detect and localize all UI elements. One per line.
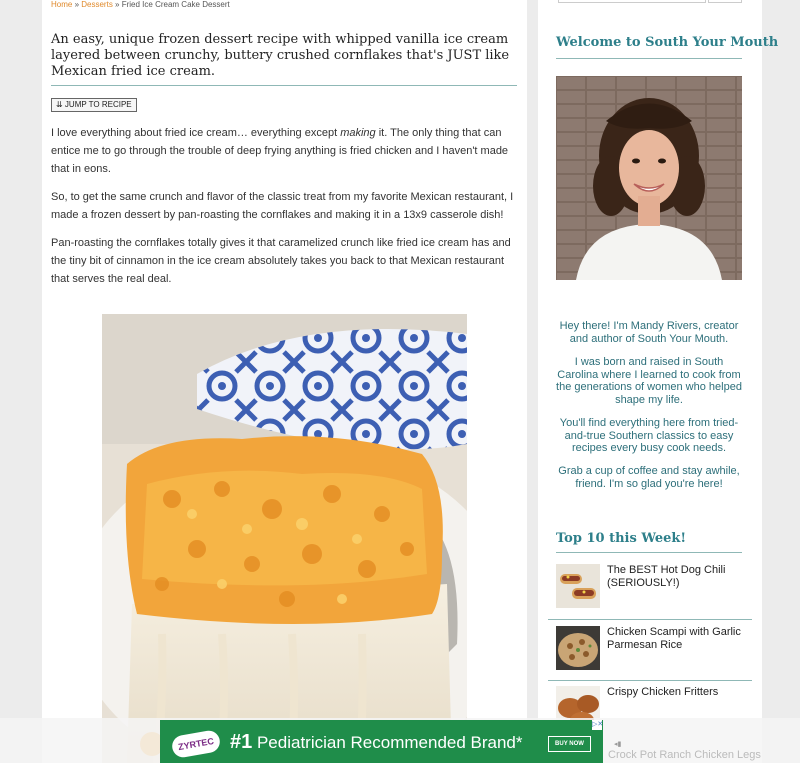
top-10-divider	[556, 552, 742, 553]
article-paragraph-1	[51, 124, 517, 178]
ad-headline-number: #1	[230, 731, 253, 753]
top-item-label[interactable]: Crispy Chicken Fritters	[607, 686, 719, 698]
paragraph-text: I love everything about fried ice cream… everything except	[51, 127, 341, 139]
hot-dog-thumbnail-image	[556, 564, 600, 608]
search-input[interactable]	[558, 0, 706, 3]
article-intro: An easy, unique frozen dessert recipe with whipped vanilla ice cream layered between crunchy, buttery crushed cornflakes that's JUST like Mexican fried ice cream.	[51, 32, 510, 79]
breadcrumb-separator: »	[112, 0, 122, 9]
top-item-divider	[548, 680, 752, 681]
ad-brand-logo: ZYRTEC	[170, 729, 221, 759]
top-item-label[interactable]: Chicken Scampi with Garlic Parmesan Rice	[607, 626, 741, 651]
top-item-thumbnail[interactable]	[556, 626, 600, 670]
welcome-divider	[556, 58, 742, 59]
ad-headline-text: Pediatrician Recommended Brand*	[252, 733, 523, 752]
top-10-title: Top 10 this Week!	[556, 531, 687, 546]
intro-divider	[51, 85, 517, 86]
ad-sound-icon[interactable]: ◂▮	[614, 741, 622, 748]
author-bio-1: Hey there! I'm Mandy Rivers, creator and author of South Your Mouth.	[559, 320, 739, 345]
top-item-chicken-scampi[interactable]	[556, 626, 742, 676]
jump-to-recipe-button[interactable]: ⇊ JUMP TO RECIPE	[51, 98, 137, 112]
article-paragraph-3: Pan-roasting the cornflakes totally gives it that caramelized crunch like fried ice cream has and the tiny bit of cinnamon in the ice cream absolutely takes you back to that Mexican restaurant that serves the real deal.	[51, 237, 511, 285]
author-portrait-image	[556, 76, 742, 280]
paragraph-text: it. The only thing that can entice me to go through the trouble of deep frying anything is fried chicken and I haven't made that in eons.	[51, 127, 509, 175]
fried-ice-cream-cake-photo	[102, 314, 467, 763]
breadcrumb	[51, 0, 230, 9]
ad-buy-now-button[interactable]: BUY NOW	[548, 736, 591, 752]
author-bio-2: I was born and raised in South Carolina where I learned to cook from the generations of women who helped shape my life.	[556, 356, 742, 406]
hero-recipe-image	[102, 314, 467, 763]
welcome-title: Welcome to South Your Mouth	[556, 35, 779, 50]
breadcrumb-home[interactable]: Home	[51, 0, 73, 9]
search-button[interactable]	[708, 0, 742, 3]
top-item-thumbnail[interactable]	[556, 564, 600, 608]
advertisement[interactable]	[160, 720, 603, 763]
sidebar	[538, 0, 779, 763]
paragraph-emphasis: making	[340, 127, 376, 139]
breadcrumb-separator: »	[72, 0, 82, 9]
breadcrumb-current: Fried Ice Cream Cake Dessert	[121, 0, 230, 9]
author-photo	[556, 76, 742, 280]
ad-headline	[230, 731, 523, 754]
ad-close-icon[interactable]: ▷✕	[592, 721, 604, 728]
breadcrumb-desserts[interactable]: Desserts	[81, 0, 113, 9]
top-item-divider	[548, 619, 752, 620]
author-bio-3: You'll find everything here from tried-and-true Southern classics to easy recipes every busy cook needs.	[559, 417, 739, 454]
author-bio-4: Grab a cup of coffee and stay awhile, friend. I'm so glad you're here!	[558, 465, 740, 490]
chicken-scampi-thumbnail-image	[556, 626, 600, 670]
article-paragraph-2: So, to get the same crunch and flavor of the classic treat from my favorite Mexican restaurant, I made a frozen dessert by pan-roasting the cornflakes and making it in a 13x9 casserole dish!	[51, 191, 514, 221]
main-content	[42, 0, 527, 763]
top-item-hot-dog-chili[interactable]	[556, 564, 742, 614]
top-item-label[interactable]: The BEST Hot Dog Chili (SERIOUSLY!)	[607, 564, 726, 589]
top-item-label-obscured[interactable]: Crock Pot Ranch Chicken Legs	[608, 749, 761, 761]
